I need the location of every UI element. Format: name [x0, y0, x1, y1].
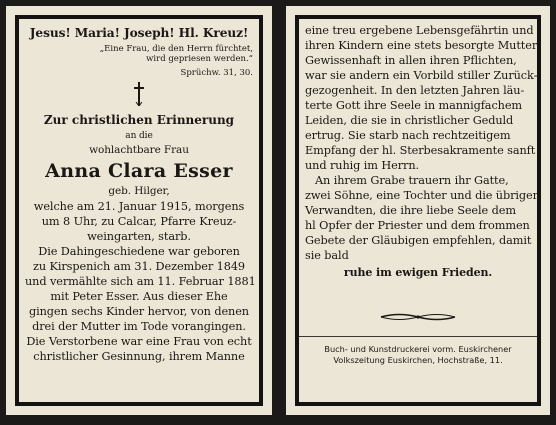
body-line: An ihrem Grabe trauern ihr Gatte, — [315, 174, 509, 187]
body-line: Die Dahingeschiedene war geboren — [38, 245, 240, 258]
right-card-frame — [295, 15, 541, 406]
body-line: terte Gott ihre Seele in mannigfachem — [305, 99, 523, 112]
body-line: drei der Mutter im Tode vorangingen. — [32, 320, 246, 333]
body-line: welche am 21. Januar 1915, morgens — [33, 200, 245, 213]
header-invocation: Jesus! Maria! Joseph! Hl. Kreuz! — [29, 26, 249, 40]
printer-credit — [305, 344, 531, 366]
body-line: christlicher Gesinnung, ihrem Manne — [33, 350, 245, 363]
an-die: an die — [125, 131, 153, 141]
bible-quote-reference: Sprüchw. 31, 30. — [180, 68, 253, 78]
bible-quote — [25, 44, 253, 78]
right-card — [286, 6, 550, 415]
body-line: sie bald — [305, 249, 349, 262]
body-line: gingen sechs Kinder hervor, von denen — [28, 305, 249, 318]
body-line: weingarten, starb. — [87, 230, 191, 243]
body-line: ihren Kindern eine stets besorgte Mutter. — [305, 39, 540, 52]
body-line: mit Peter Esser. Aus dieser Ehe — [50, 290, 228, 303]
cross-icon — [25, 82, 253, 108]
body-line: zu Kirspenich am 31. Dezember 1849 — [32, 260, 245, 273]
body-line: und ruhig im Herrn. — [305, 159, 419, 172]
bible-quote-line: „Eine Frau, die den Herrn fürchtet, — [99, 44, 253, 54]
memorial-title: Zur christlichen Erinnerung — [43, 113, 235, 127]
body-line: Empfang der hl. Sterbesakramente sanft — [305, 144, 536, 157]
body-line: Gebete der Gläubigen empfehlen, damit — [305, 234, 532, 247]
bible-quote-line: wird gepriesen werden.“ — [146, 54, 253, 64]
footer-divider — [299, 336, 537, 337]
right-card-content — [305, 23, 540, 398]
body-line: war sie andern ein Vorbild stiller Zurück- — [305, 69, 538, 82]
maiden-name: geb. Hilger, — [108, 185, 170, 197]
body-line: hl Opfer der Priester und dem frommen — [305, 219, 530, 232]
body-line: eine treu ergebene Lebensgefährtin und — [305, 24, 534, 37]
body-line: ertrug. Sie starb nach rechtzeitigem — [305, 129, 511, 142]
closing-line: ruhe im ewigen Frieden. — [343, 266, 493, 279]
printer-line: Volkszeitung Euskirchen, Hochstraße, 11. — [333, 355, 503, 365]
ornamental-divider-icon — [305, 308, 531, 322]
left-card-content — [25, 23, 256, 398]
body-line: und vermählte sich am 11. Februar 1881 — [25, 275, 256, 288]
body-line: um 8 Uhr, zu Calcar, Pfarre Kreuz- — [41, 215, 237, 228]
printer-line: Buch- und Kunstdruckerei vorm. Euskirchener — [324, 344, 512, 354]
body-line: Die Verstorbene war eine Frau von echt — [26, 335, 252, 348]
wohlachtbare-frau: wohlachtbare Frau — [89, 144, 189, 156]
body-line: Verwandten, die ihre liebe Seele dem — [305, 204, 516, 217]
left-card-frame — [15, 15, 263, 406]
left-card — [6, 6, 272, 415]
body-line: gezogenheit. In den letzten Jahren läu- — [305, 84, 525, 97]
deceased-name: Anna Clara Esser — [45, 160, 233, 182]
body-line: Gewissenhaft in allen ihren Pflichten, — [305, 54, 517, 67]
body-line: zwei Söhne, eine Tochter und die übrigen — [305, 189, 540, 202]
body-line: Leiden, die sie in christlicher Geduld — [305, 114, 514, 127]
